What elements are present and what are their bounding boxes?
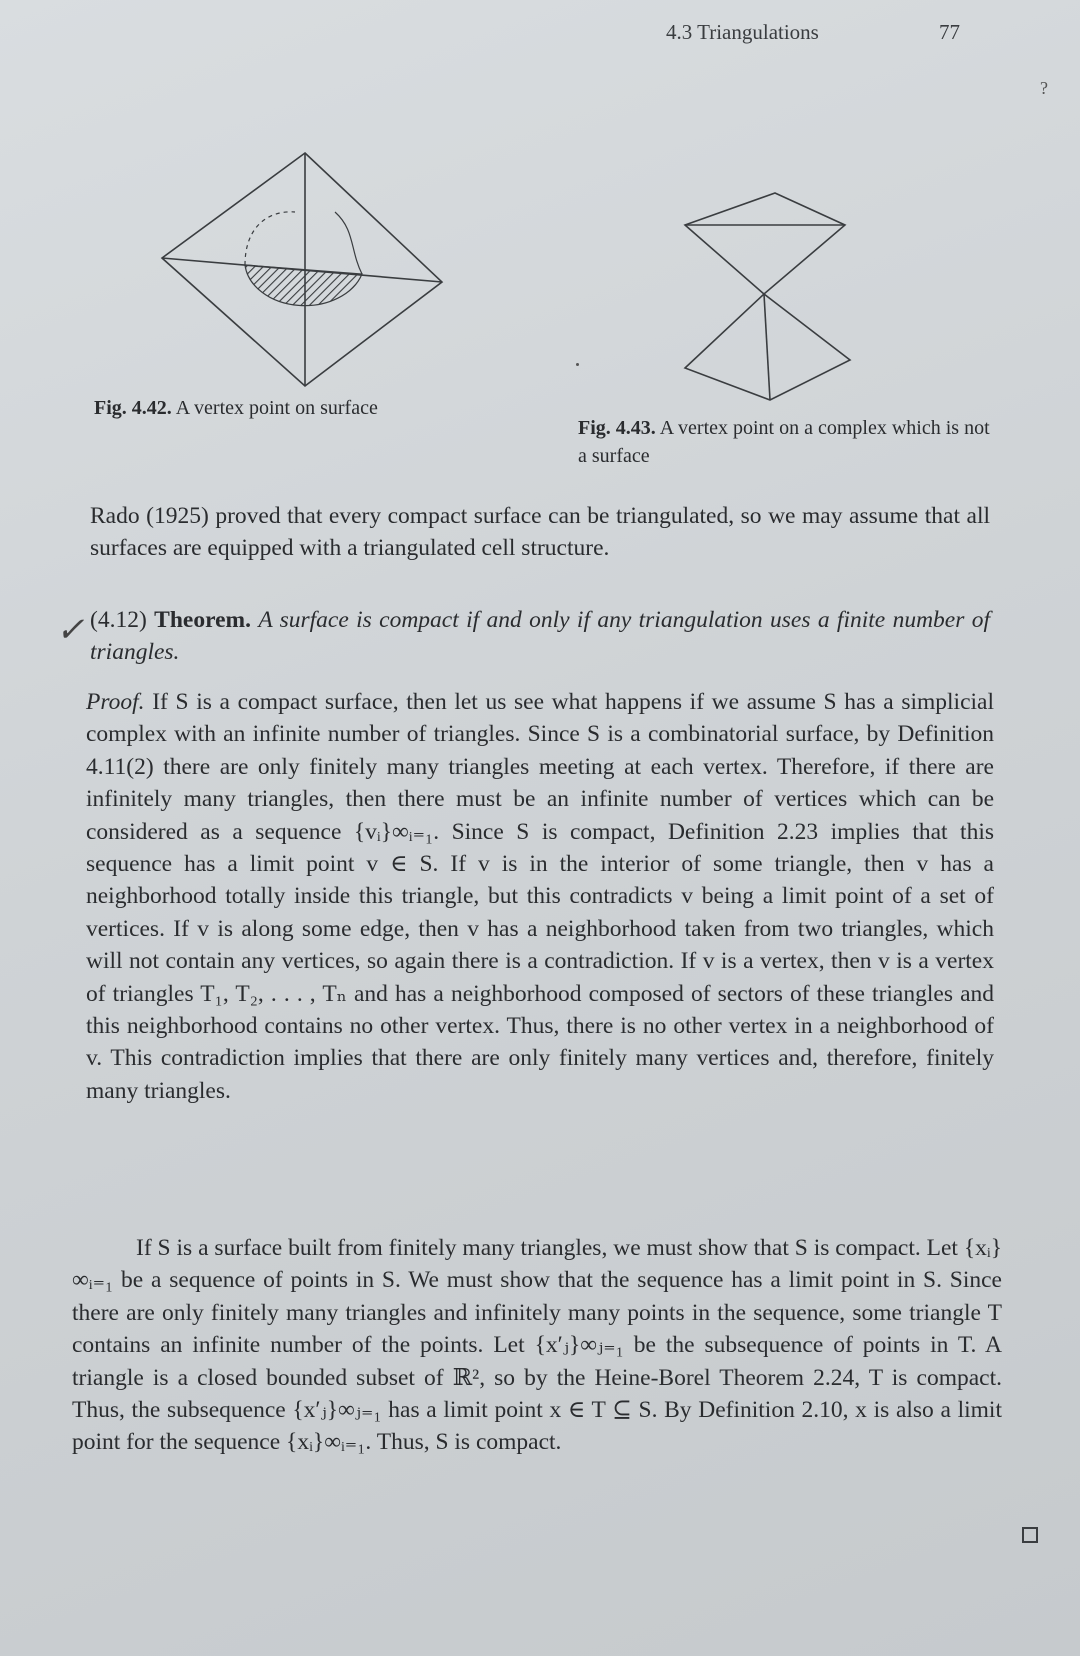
handwritten-checkmark: ✓	[56, 612, 85, 649]
figure-4-43-caption	[578, 414, 998, 470]
proof-lead: Proof.	[86, 689, 145, 715]
dashed-upper-disk	[245, 212, 295, 265]
figure-4-42-text: A vertex point on surface	[175, 397, 378, 419]
theorem-title: Theorem.	[154, 607, 251, 633]
margin-mark: ?	[1040, 78, 1048, 98]
theorem-number: (4.12)	[90, 607, 147, 633]
figure-4-42	[150, 150, 450, 390]
proof-paragraph-2: If S is a surface built from finitely many triangles, we must show that S is compact. Let {xᵢ}∞ᵢ₌₁ be a sequence of points in S. We must show that the sequence has a limit point in S. Since there are only finitely many triangles and infinitely many points in the sequence, some triangle T contains an infinite number of the points. Let {x′ⱼ}∞ⱼ₌₁ be the subsequence of points in T. A triangle is a closed bounded subset of ℝ², so by the Heine-Borel Theorem 2.24, T is compact. Thus, the subsequence {x′ⱼ}∞ⱼ₌₁ has a limit point x ∈ T ⊆ S. By Definition 2.10, x is also a limit point for the sequence {xᵢ}∞ᵢ₌₁. Thus, S is compact.	[72, 1235, 1002, 1456]
proof-text-1: If S is a compact surface, then let us see what happens if we assume S has a simplicial complex with an infinite number of triangles. Since S is a combinatorial surface, by Definition 4.11(2) there are only finitely many triangles meeting at each vertex. Therefore, if there are infinitely many triangles, then there must be an infinite number of vertices which can be considered as a sequence {vᵢ}∞ᵢ₌₁. Since S is compact, Definition 2.23 implies that this sequence has a limit point v ∈ S. If v is in the interior of some triangle, then v has a neighborhood totally inside this triangle, but this contradicts v being a limit point of a set of vertices. If v is along some edge, then v has a neighborhood taken from two triangles, which will not contain any vertices, so again there is a contradiction. If v is a vertex, then v is a vertex of triangles T₁, T₂, . . . , Tₙ and has a neighborhood composed of sectors of these triangles and this neighborhood contains no other vertex. Thus, there is no other vertex in a neighborhood of v. This contradiction implies that there are only finitely many vertices and, therefore, finitely many triangles.	[86, 689, 994, 1104]
shaded-half-disk	[245, 265, 362, 306]
upper-cone	[685, 193, 845, 294]
section-title: 4.3 Triangulations	[666, 20, 819, 44]
stray-dot	[576, 363, 579, 366]
rado-paragraph: Rado (1925) proved that every compact surface can be triangulated, so we may assume that all surfaces are equipped with a triangulated cell structure.	[90, 503, 990, 562]
proof-paragraph-1	[86, 686, 994, 1107]
theorem-statement: A surface is compact if and only if any triangulation uses a finite number of triangles.	[90, 607, 991, 666]
figure-4-43	[680, 190, 860, 405]
upper-curve	[335, 212, 362, 274]
figure-4-42-label: Fig. 4.42.	[94, 397, 172, 419]
theorem-4-12	[90, 604, 990, 669]
page-number: 77	[939, 20, 960, 44]
qed-box	[1022, 1527, 1038, 1543]
lower-cone-edge	[764, 294, 770, 400]
figure-4-43-label: Fig. 4.43.	[578, 417, 656, 439]
figure-4-43-text: A vertex point on a complex which is not a surface	[578, 417, 990, 467]
figure-4-42-caption	[94, 394, 514, 422]
